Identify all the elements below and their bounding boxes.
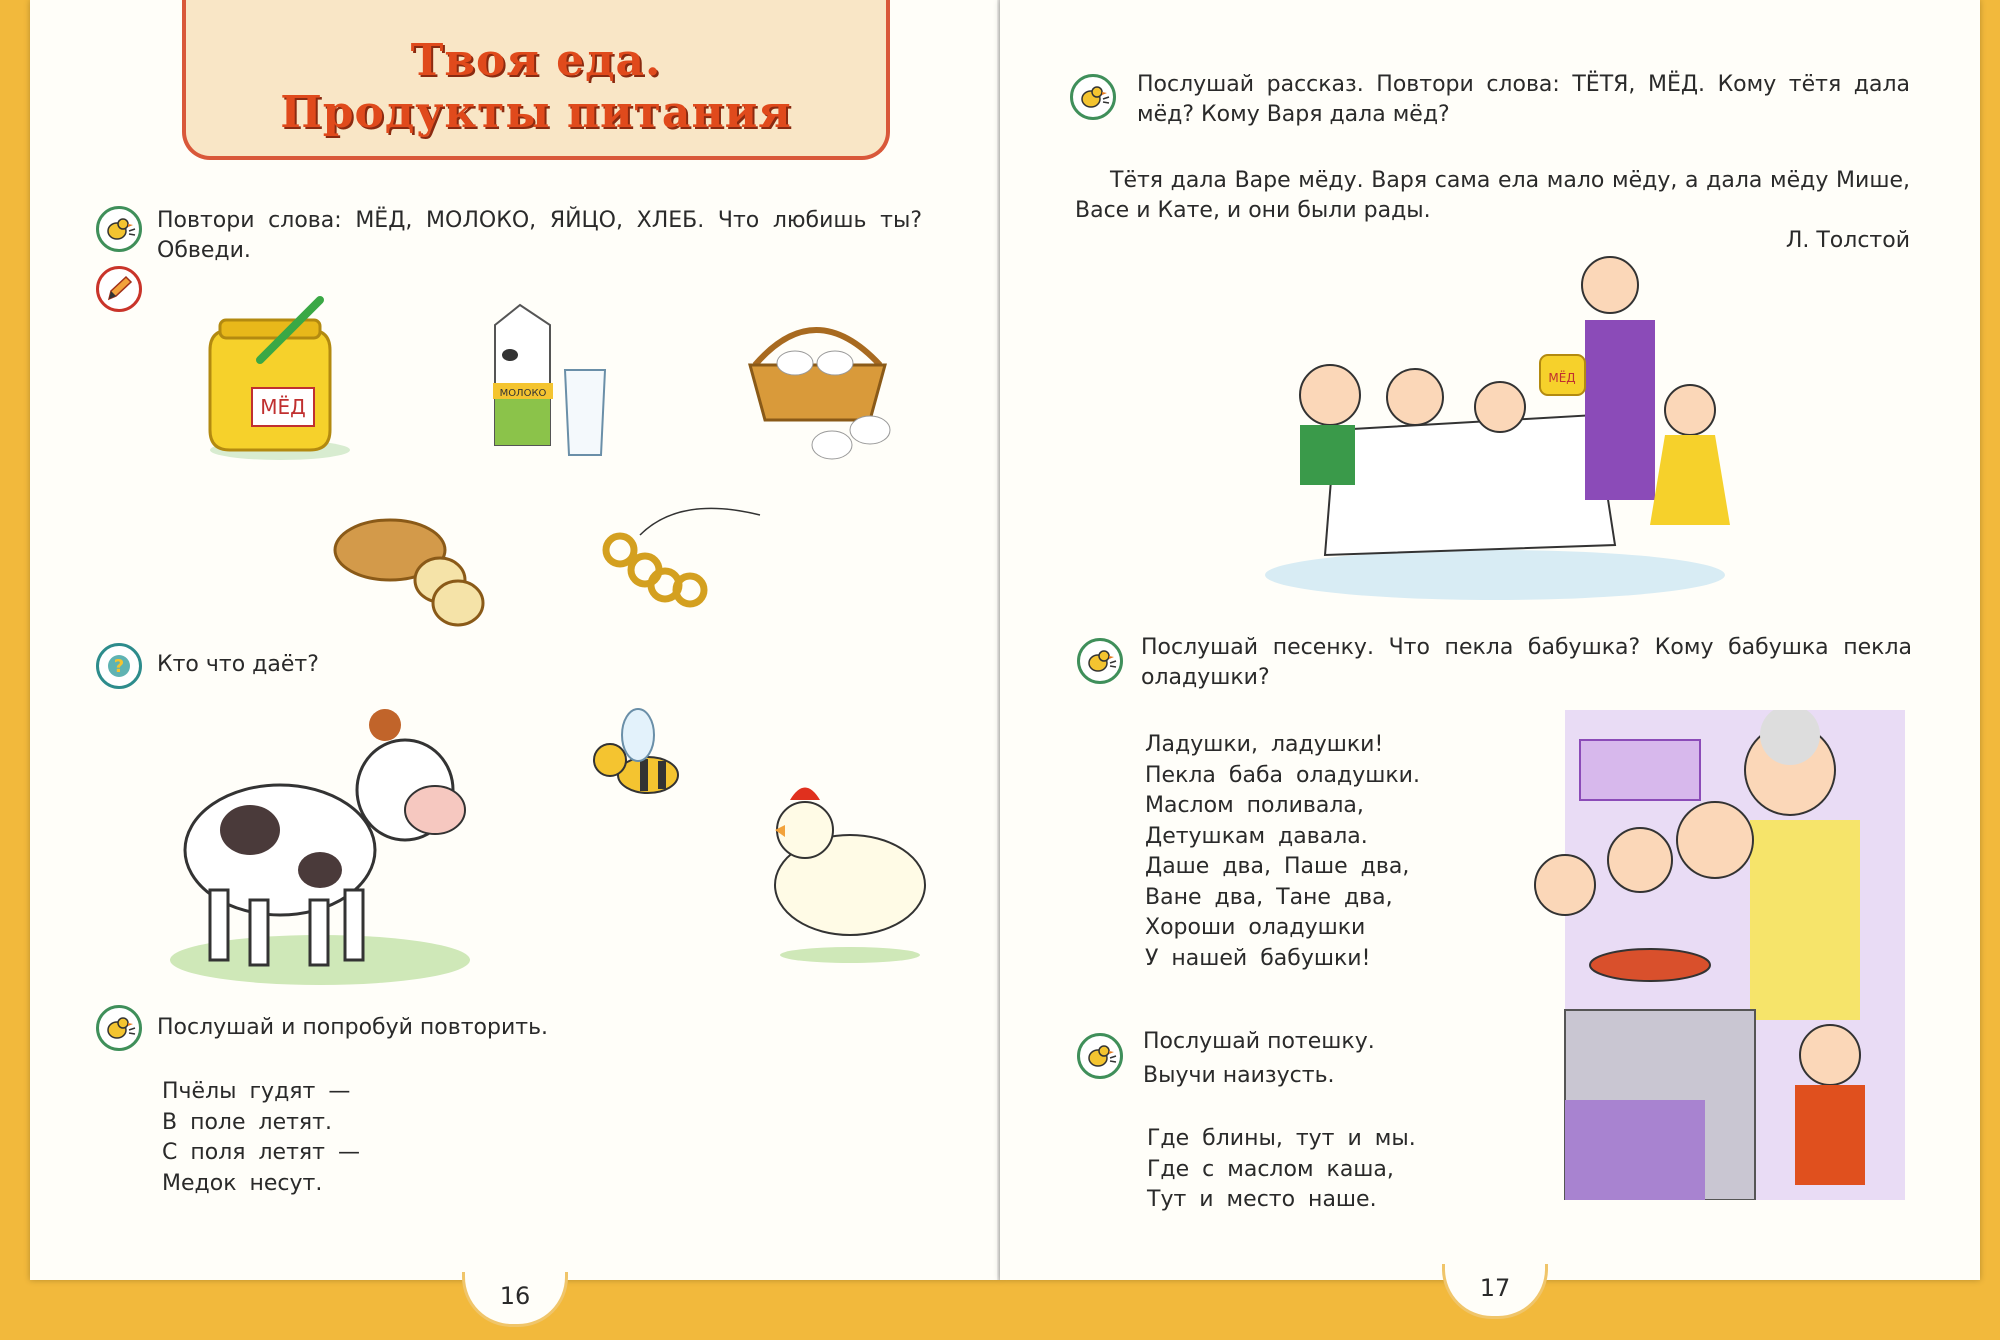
story-jar-label: МЁД: [1548, 371, 1576, 385]
story-text: Тётя дала Варе мёду. Варя сама ела мало мёду, а дала мёду Мише, Васе и Кате, и они были рады.: [1075, 168, 1910, 223]
milk-carton-picture: [485, 295, 625, 465]
title-banner: [182, 0, 890, 160]
bee-verse: [162, 1077, 360, 1199]
story-author: Л. Толстой: [1785, 228, 1910, 253]
verse-line: Маслом поливала,: [1145, 793, 1364, 818]
verse-line: Детушкам давала.: [1145, 823, 1368, 849]
page-number: 16: [499, 1282, 531, 1310]
verse-line: Ване два, Тане два,: [1145, 884, 1393, 910]
left-page: [30, 0, 1000, 1310]
question-icon: [96, 643, 142, 689]
story-instruction: Послушай рассказ. Повтори слова: ТЁТЯ, МЁД. Кому тётя дала мёд? Кому Варя дала мёд?: [1137, 72, 1910, 127]
verse-line: Пекла баба оладушки.: [1145, 762, 1420, 788]
family-table-picture: [1255, 245, 1735, 605]
poem-instruction-line1: Послушай потешку.: [1143, 1029, 1375, 1054]
listen-bird-icon: [1077, 638, 1123, 684]
egg-basket-picture: [740, 305, 900, 465]
right-page: [1000, 0, 1980, 1302]
listen-bird-icon: [1070, 74, 1116, 120]
verse-line: Где блины, тут и мы.: [1147, 1126, 1416, 1151]
poem-instruction-line2: Выучи наизусть.: [1143, 1063, 1335, 1088]
hen-picture: [760, 775, 940, 965]
bread-picture: [330, 505, 500, 635]
verse-line: Тут и место наше.: [1147, 1187, 1377, 1212]
task2-instruction: Кто что даёт?: [157, 652, 319, 677]
verse-line: Ладушки, ладушки!: [1145, 732, 1384, 757]
page-number-tab: [462, 1272, 568, 1327]
verse-line: У нашей бабушки!: [1145, 945, 1371, 971]
listen-bird-icon: [96, 206, 142, 252]
verse-line: Даше два, Паше два,: [1145, 854, 1410, 879]
page-title-line2: Продукты питания: [280, 87, 792, 138]
task1-instruction: Повтори слова: МЁД, МОЛОКО, ЯЙЦО, ХЛЕБ. Что любишь ты? Обведи.: [157, 208, 922, 263]
bee-picture: [578, 705, 688, 815]
honey-jar-picture: [190, 290, 370, 470]
song-instruction: Послушай песенку. Что пекла бабушка? Кому бабушка пекла оладушки?: [1141, 635, 1912, 690]
grandma-kitchen-picture: [1525, 710, 1905, 1200]
jar-label: МЁД: [260, 395, 306, 419]
cow-picture: [170, 700, 500, 990]
bagels-picture: [600, 495, 770, 625]
blini-verse: [1147, 1124, 1416, 1216]
listen-bird-icon: [96, 1005, 142, 1051]
carton-label: МОЛОКО: [499, 388, 547, 399]
verse-line: В поле летят.: [162, 1109, 332, 1135]
page-number-tab: [1442, 1264, 1548, 1319]
listen-bird-icon: [1077, 1033, 1123, 1079]
task3-instruction: Послушай и попробуй повторить.: [157, 1015, 549, 1040]
pencil-icon: [96, 266, 142, 312]
verse-line: Медок несут.: [162, 1170, 323, 1196]
verse-line: С поля летят —: [162, 1140, 360, 1165]
svg-text:?: ?: [113, 656, 125, 677]
page-number: 17: [1479, 1274, 1511, 1302]
verse-line: Хороши оладушки: [1145, 915, 1366, 940]
ladushki-verse: [1145, 730, 1420, 974]
verse-line: Где с маслом каша,: [1147, 1156, 1394, 1182]
verse-line: Пчёлы гудят —: [162, 1079, 351, 1104]
page-title-line1: Твоя еда.: [410, 35, 662, 86]
